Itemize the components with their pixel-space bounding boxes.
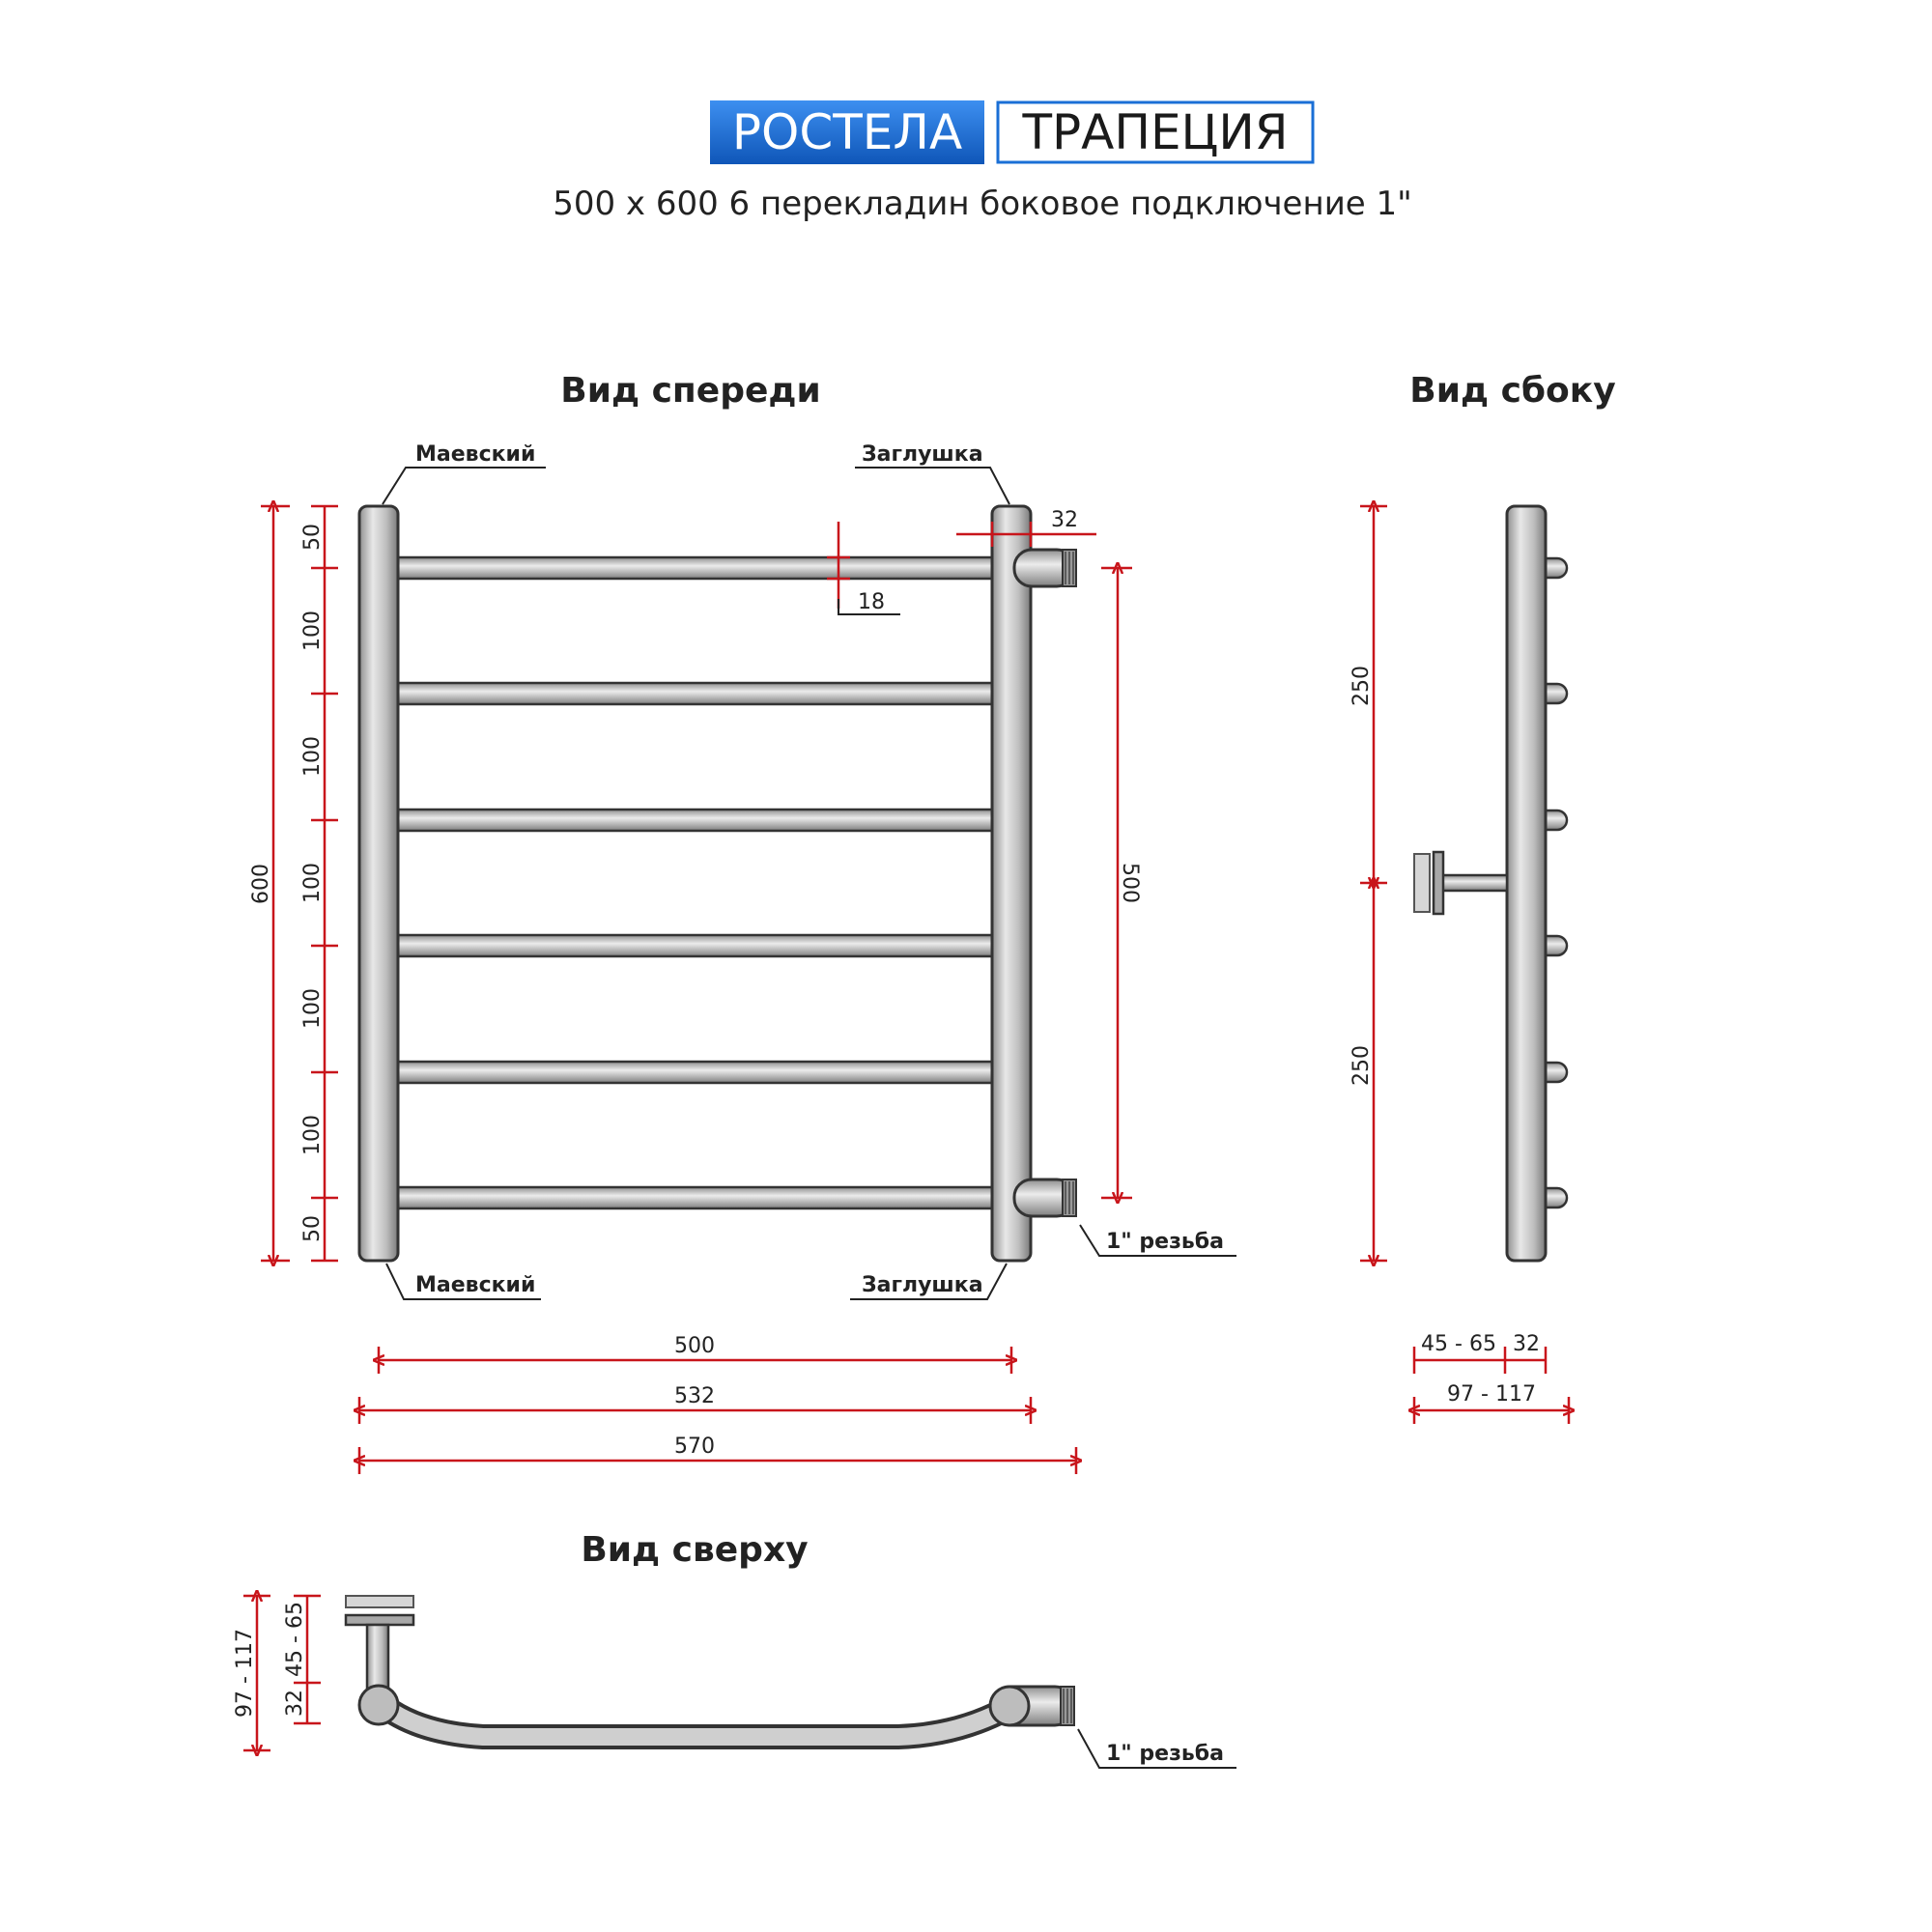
right-riser [992,506,1031,1261]
model-name: ТРАПЕЦИЯ [1022,104,1289,160]
dim-label: 45 - 65 [1421,1332,1496,1356]
dim-label: 500 [1118,863,1142,903]
dim-label: 97 - 117 [1447,1382,1536,1406]
dim-side-250-lower [1350,883,1387,1261]
callout-text: 1" резьба [1106,1230,1224,1254]
dim-label: 97 - 117 [233,1629,257,1718]
dim-top-depth [233,1596,270,1750]
dim-label: 100 [300,863,325,903]
top-curved-rung-highlight [379,1702,1005,1737]
dim-label: 250 [1350,666,1374,706]
rung [388,1062,1003,1083]
callout-thread-top [1078,1729,1236,1768]
dim-side-gap [1414,1332,1546,1374]
rung [388,557,1003,579]
rung [388,935,1003,956]
callout-plug-bottom [850,1264,1007,1299]
rung [388,683,1003,704]
dim-label: 532 [674,1384,715,1408]
side-view-title: Вид сбоку [1409,371,1616,411]
top-left-pipe [359,1686,398,1724]
dim-height-600 [249,506,290,1261]
top-view-title: Вид сверху [581,1530,809,1570]
dim-label: 250 [1350,1045,1374,1086]
dim-top-gap [283,1596,321,1723]
dim-segment-chain [300,506,338,1261]
dim-width-532 [359,1384,1031,1424]
side-wall-bracket [1414,852,1507,914]
dim-width-570 [359,1435,1076,1474]
dim-label: 500 [674,1334,715,1358]
top-wall-plate-back [346,1596,413,1607]
front-view-title: Вид спереди [560,371,821,411]
rung [388,810,1003,831]
dim-label: 50 [300,524,325,551]
side-riser [1507,506,1546,1261]
side-view [1350,371,1616,1424]
header [553,100,1412,223]
callout-text: Заглушка [862,1273,983,1297]
top-bracket-stem [367,1625,388,1692]
dim-label: 45 - 65 [283,1602,307,1677]
dim-label: 32 [1513,1332,1540,1356]
callout-text: Маевский [415,442,536,467]
top-wall-plate [346,1615,413,1625]
left-riser [359,506,398,1261]
callout-mayevsky-bottom [386,1264,541,1299]
dim-label: 100 [300,736,325,777]
dim-label: 100 [300,611,325,651]
dim-label: 600 [249,864,273,904]
dim-label: 32 [1051,508,1078,532]
dim-side-depth [1414,1382,1569,1424]
dim-side-250-upper [1350,506,1387,883]
callout-text: 1" резьба [1106,1742,1224,1766]
brand-name: РОСТЕЛА [731,104,963,160]
top-right-connection [990,1687,1074,1725]
front-view [249,371,1236,1474]
callout-mayevsky-top [383,442,546,504]
top-view [233,1530,1236,1768]
top-connection [1014,550,1076,586]
dim-width-500 [379,1334,1011,1374]
callout-text: Маевский [415,1273,536,1297]
product-subtitle: 500 x 600 6 перекладин боковое подключение 1" [553,185,1412,223]
dim-label: 100 [300,988,325,1029]
dim-label: 570 [674,1435,715,1459]
callout-text: Заглушка [862,442,983,467]
dim-label: 32 [283,1690,307,1717]
rungs [388,557,1003,1208]
dim-center-500 [1101,568,1142,1198]
callout-thread-front [1080,1225,1236,1256]
bottom-connection [1014,1179,1076,1216]
dim-label: 50 [300,1215,325,1242]
dim-label: 100 [300,1115,325,1155]
dim-label: 18 [858,590,885,614]
callout-plug-top [855,442,1009,504]
rung [388,1187,1003,1208]
